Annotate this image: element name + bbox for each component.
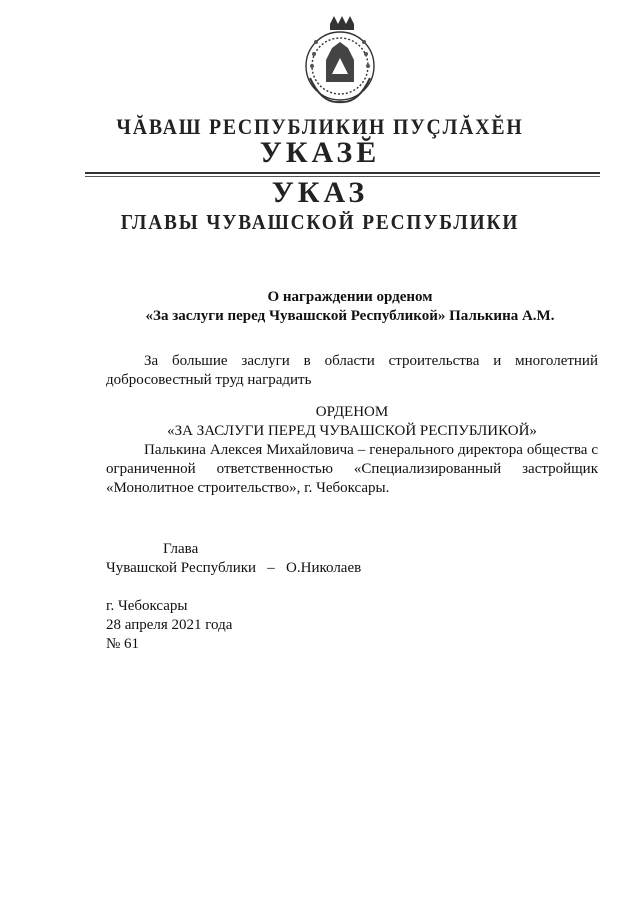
decree-date: 28 апреля 2021 года xyxy=(106,617,233,633)
decree-city: г. Чебоксары xyxy=(106,598,188,614)
decree-number: № 61 xyxy=(106,636,140,652)
signature-line: Чувашской Республики – О.Николаев xyxy=(106,560,362,576)
header-divider xyxy=(85,172,600,174)
decree-title xyxy=(100,288,600,326)
coat-of-arms-icon xyxy=(292,8,388,108)
header-russian-title: УКАЗ xyxy=(271,176,369,209)
header-chuvash-title: УКАЗĔ xyxy=(259,136,381,169)
header-russian-line: ГЛАВЫ ЧУВАШСКОЙ РЕСПУБЛИКИ xyxy=(120,210,520,234)
decree-title-line2: «За заслуги перед Чувашской Республикой» Палькина А.М. xyxy=(145,308,555,324)
order-name-line1: ОРДЕНОМ xyxy=(315,404,389,420)
header-chuvash-line: ЧĂВАШ РЕСПУБЛИКИН ПУÇЛĂХĔН xyxy=(116,114,524,139)
body-paragraph-1: За большие заслуги в области строительства и многолетний добросовестный труд наградить xyxy=(106,353,598,388)
signature-title: Глава xyxy=(163,541,199,557)
body-paragraph-2: Палькина Алексея Михайловича – генерального директора общества с ограниченной ответственностью «Специализированный застройщик «Монолитное строительство», г. Чебоксары. xyxy=(106,442,598,496)
order-name-line2: «ЗА ЗАСЛУГИ ПЕРЕД ЧУВАШСКОЙ РЕСПУБЛИКОЙ» xyxy=(167,423,537,439)
decree-title-line1: О награждении орденом xyxy=(267,289,433,305)
